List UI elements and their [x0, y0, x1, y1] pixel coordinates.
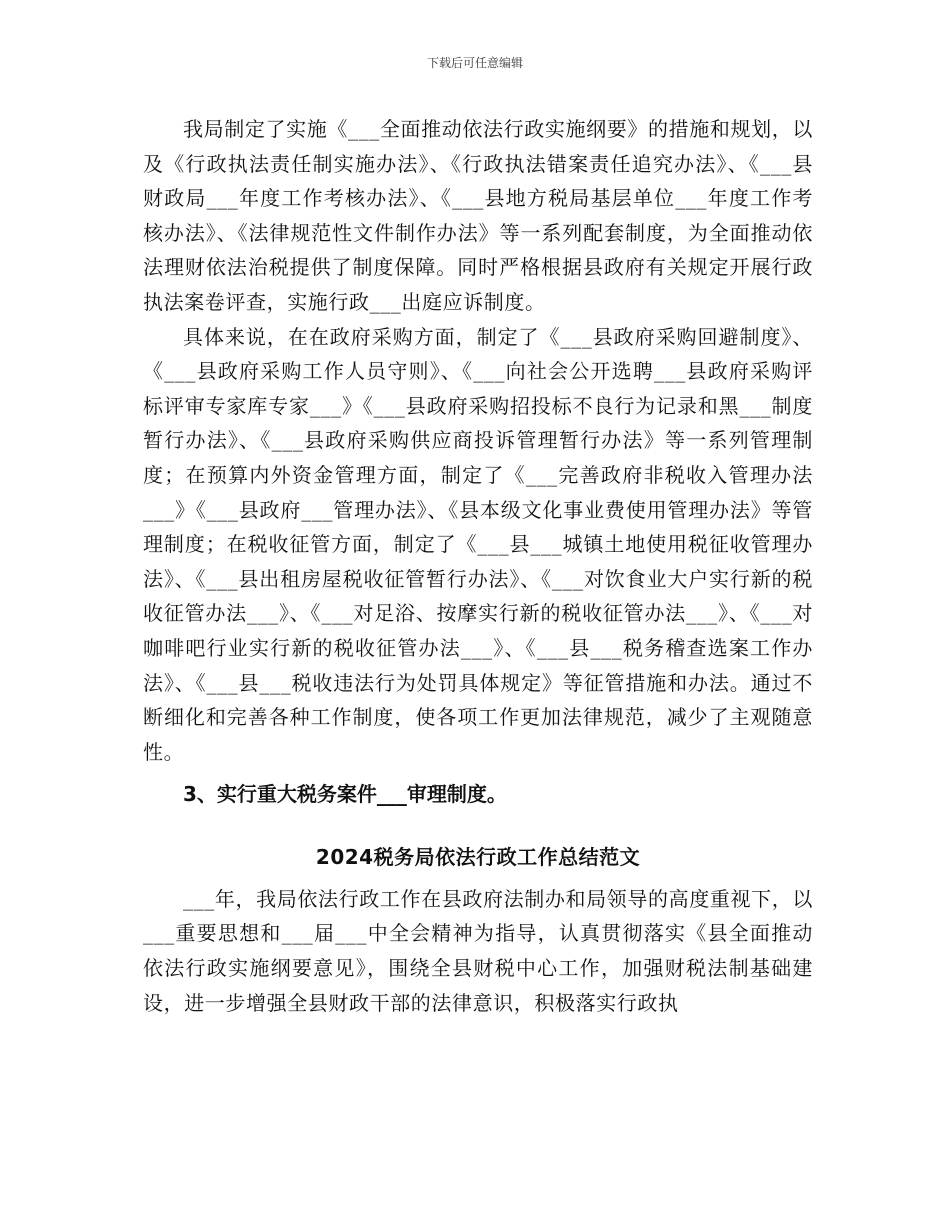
paragraph-regulations: 我局制定了实施《___全面推动依法行政实施纲要》的措施和规划，以及《行政执法责任制实施办法》、《行政执法错案责任追究办法》、《___县财政局___年度工作考核办法》、《___县地方税局基层单位___年度工作考核办法》、《法律规范性文件制作办法》等一系列配套制度，为全面推动依法理财依法治税提供了制度保障。同时严格根据县政府有关规定开展行政执法案卷评查，实施行政___出庭应诉制度。 [143, 117, 813, 314]
section-heading: 3、实行重大税务案件___审理制度。 [183, 782, 507, 807]
paragraph-specifics: 具体来说，在在政府采购方面，制定了《___县政府采购回避制度》、《___县政府采购工作人员守则》、《___向社会公开选聘___县政府采购评标评审专家库专家___》《___县政府采购招投标不良行为记录和黑___制度暂行办法》、《___县政府采购供应商投诉管理暂行办法》等一系列管理制度；在预算内外资金管理方面，制定了《___完善政府非税收入管理办法___》《___县政府___管理办法》、《县本级文化事业费使用管理办法》等管理制度；在税收征管方面，制定了《___县___城镇土地使用税征收管理办法》、《___县出租房屋税收征管暂行办法》、《___对饮食业大户实行新的税收征管办法___》、《___对足浴、按摩实行新的税收征管办法___》、《___对咖啡吧行业实行新的税收征管办法___》、《___县___税务稽查选案工作办法》、《___县___税收违法行为处罚具体规定》等征管措施和办法。通过不断细化和完善各种工作制度，使各项工作更加法律规范，减少了主观随意性。 [143, 324, 813, 764]
document-title: 2024税务局依法行政工作总结范文 [315, 844, 641, 869]
paragraph-summary: ___年，我局依法行政工作在县政府法制办和局领导的高度重视下，以___重要思想和___届___中全会精神为指导，认真贯彻落实《县全面推动依法行政实施纲要意见》，围绕全县财税中心工作，加强财税法制基础建设，进一步增强全县财政干部的法律意识，积极落实行政执 [143, 886, 813, 1015]
header-note: 下载后可任意编辑 [426, 56, 523, 70]
document-body [143, 112, 813, 1020]
